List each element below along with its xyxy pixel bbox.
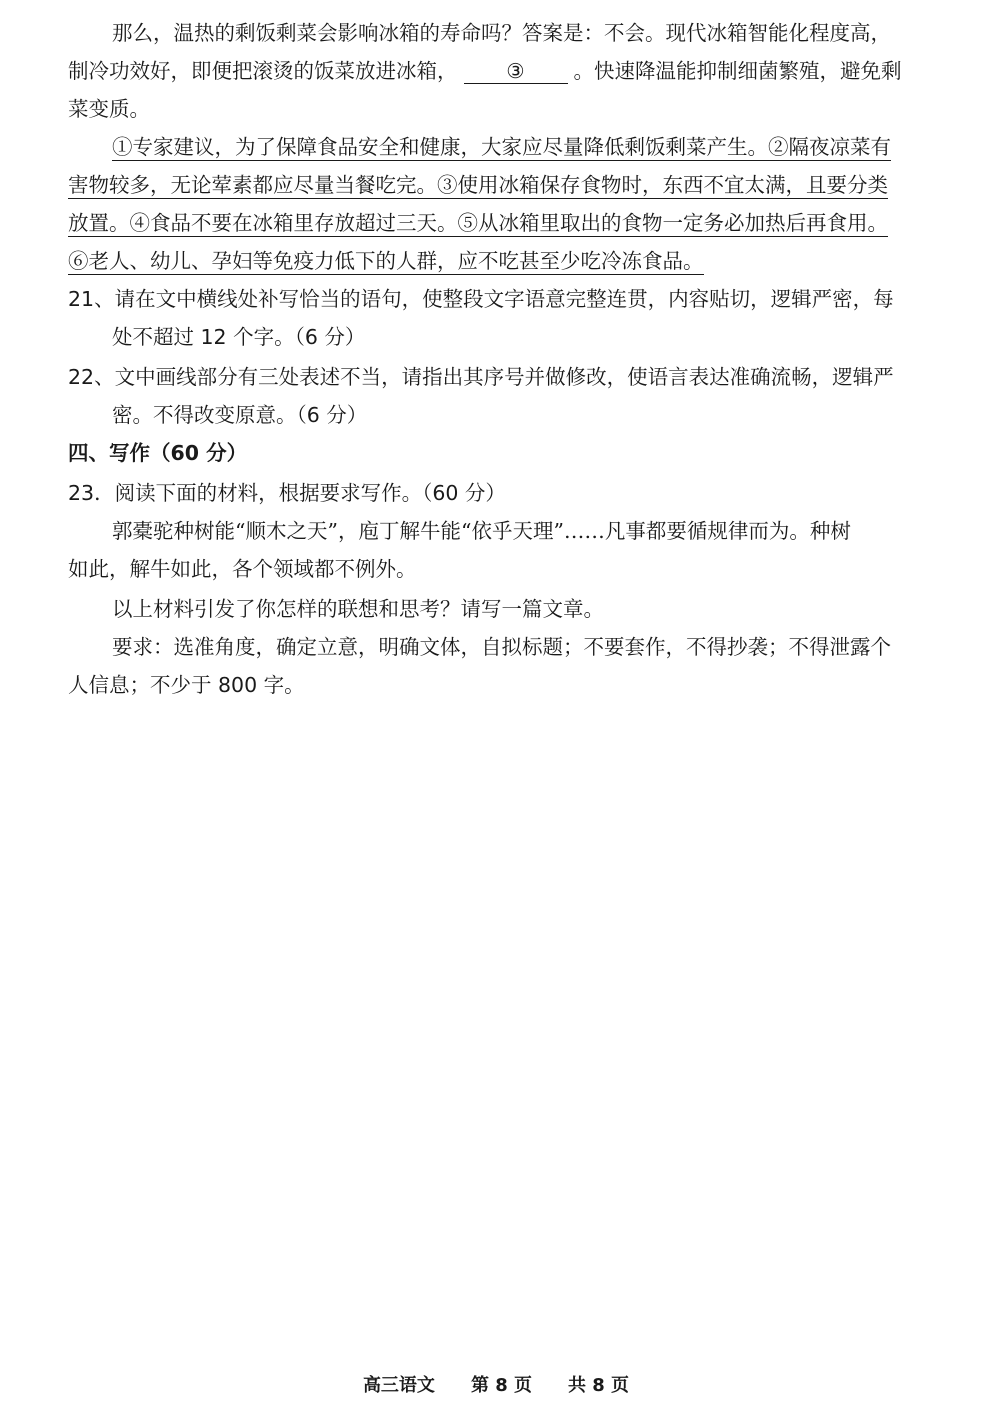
requirements-line-2: 人信息；不少于 800 字。 — [68, 673, 305, 697]
fill-blank-3: ③ — [464, 59, 568, 84]
underlined-text: ⑥老人、幼儿、孕妇等免疫力低下的人群，应不吃甚至少吃冷冻食品。 — [68, 249, 704, 273]
question-21-line-1: 21、请在文中横线处补写恰当的语句，使整段文字语意完整连贯，内容贴切，逻辑严密，每 — [68, 287, 894, 311]
passage-line-2-before: 制冷功效好，即便把滚烫的饭菜放进冰箱， — [68, 59, 458, 83]
passage-line-2-after: 。快速降温能抑制细菌繁殖，避免剩 — [573, 59, 902, 83]
underlined-text: 害物较多，无论荤素都应尽量当餐吃完。③使用冰箱保存食物时，东西不宜太满，且要分类 — [68, 173, 888, 197]
passage-line-2 — [68, 56, 958, 86]
writing-prompt: 以上材料引发了你怎样的联想和思考？请写一篇文章。 — [112, 597, 604, 621]
underlined-line-1 — [112, 132, 958, 162]
underlined-line-4 — [68, 246, 958, 276]
material-line-2: 如此，解牛如此，各个领域都不例外。 — [68, 557, 417, 581]
underlined-text: ①专家建议，为了保障食品安全和健康，大家应尽量降低剩饭剩菜产生。②隔夜凉菜有 — [112, 135, 891, 159]
footer-total-pages: 共 8 页 — [568, 1375, 630, 1396]
question-22-line-2: 密。不得改变原意。（6 分） — [112, 403, 368, 427]
underlined-line-2 — [68, 170, 958, 200]
passage-line-3: 菜变质。 — [68, 97, 150, 121]
requirements-line-1: 要求：选准角度，确定立意，明确文体，自拟标题；不要套作，不得抄袭；不得泄露个 — [112, 635, 891, 659]
footer-subject: 高三语文 — [362, 1375, 435, 1396]
question-23-title: 23．阅读下面的材料，根据要求写作。（60 分） — [68, 481, 506, 505]
material-line-1: 郭橐驼种树能“顺木之天”，庖丁解牛能“依乎天理”……凡事都要循规律而为。种树 — [112, 519, 851, 543]
underlined-line-3 — [68, 208, 958, 238]
underlined-text: 放置。④食品不要在冰箱里存放超过三天。⑤从冰箱里取出的食物一定务必加热后再食用。 — [68, 211, 888, 235]
passage-line-1: 那么，温热的剩饭剩菜会影响冰箱的寿命吗？答案是：不会。现代冰箱智能化程度高， — [112, 21, 891, 45]
question-21-line-2: 处不超过 12 个字。（6 分） — [112, 325, 366, 349]
footer-page-number: 第 8 页 — [470, 1375, 532, 1396]
page-footer — [0, 1374, 992, 1398]
section-heading-writing: 四、写作（60 分） — [68, 441, 248, 465]
question-22-line-1: 22、文中画线部分有三处表述不当，请指出其序号并做修改，使语言表达准确流畅，逻辑严 — [68, 365, 894, 389]
